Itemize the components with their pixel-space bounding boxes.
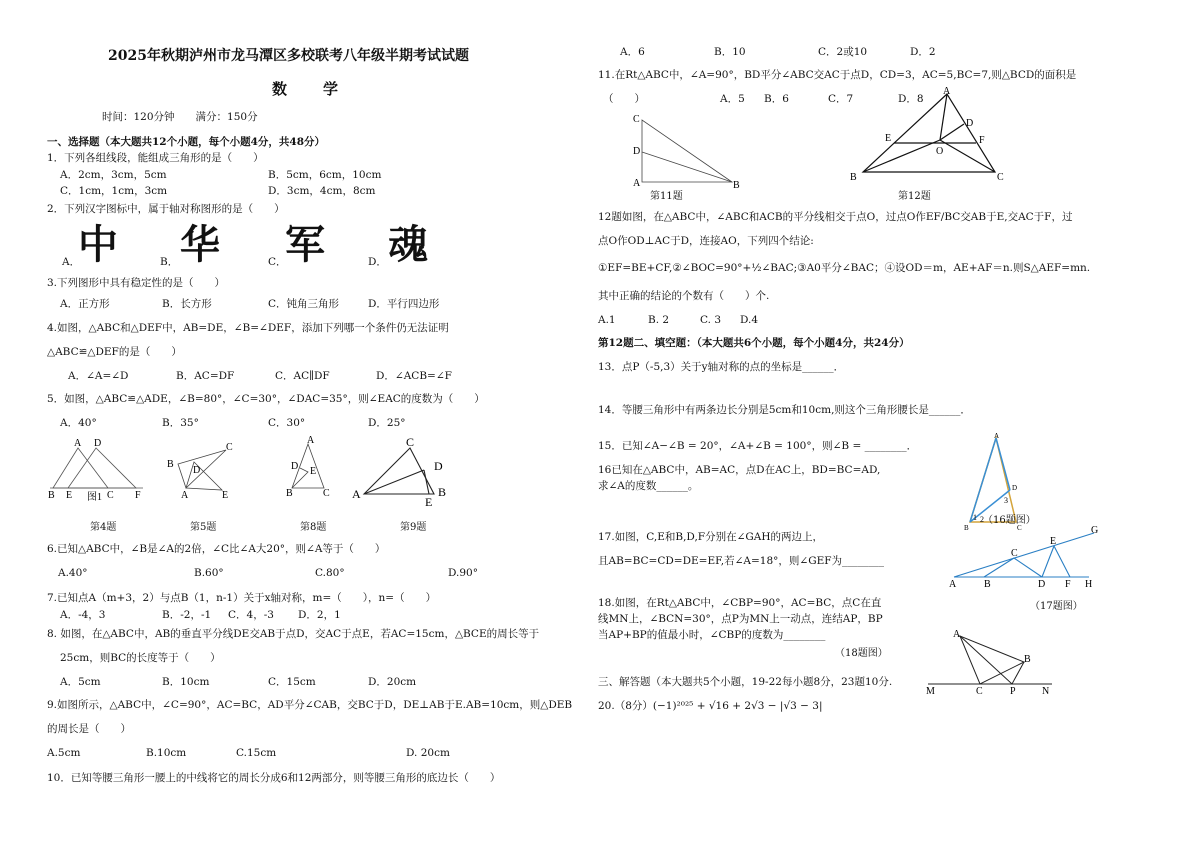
q7-option-b: B．-2，-1 [162, 609, 212, 621]
figure-9 [352, 436, 452, 508]
q12-option-a: A.1 [598, 314, 616, 326]
q2-option-b: B． [160, 256, 179, 268]
q16-line1: 16已知在△ABC中，AB=AC，点D在AC上，BD=BC=AD, [598, 464, 881, 476]
f11-label-D: D [633, 146, 641, 157]
q2-glyph-d: 魂 [388, 222, 428, 268]
q2-glyph-a: 中 [78, 222, 118, 268]
figure-8 [280, 435, 340, 504]
f9-label-E: E [425, 495, 433, 509]
q7-stem: 7.已知点A（m+3，2）与点B（1，n-1）关于x轴对称，m=（ ），n=（ ） [47, 592, 437, 604]
f18-label-B: B [1024, 654, 1031, 665]
f17-label-E: E [1050, 536, 1057, 547]
q1-option-b: B．5cm，6cm，10cm [268, 169, 382, 181]
f11-label-B: B [733, 180, 740, 191]
q2-stem: 2．下列汉字图标中，属于轴对称图形的是（ ） [47, 203, 285, 215]
f9-label-B: B [438, 485, 447, 499]
f4-label-C: C [107, 490, 114, 501]
q12-option-d: D.4 [740, 314, 759, 326]
q3-option-a: A．正方形 [60, 298, 110, 310]
section-1-heading: 一、选择题（本大题共12个小题，每个小题4分，共48分） [47, 136, 326, 148]
q4-option-d: D．∠ACB=∠F [376, 370, 452, 382]
f9-label-D: D [434, 459, 443, 473]
f17-label-A: A [949, 579, 957, 590]
q10-option-c: C．2或10 [818, 46, 868, 58]
section-3-heading: 三、解答题（本大题共5个小题，19-22每小题8分，23题10分. [598, 676, 893, 688]
q7-option-a: A．-4，3 [60, 609, 106, 621]
q15: 15．已知∠A−∠B = 20°，∠A+∠B = 100°，则∠B = ________． [598, 440, 918, 452]
q10-stem: 10．已知等腰三角形一腰上的中线将它的周长分成6和12两部分，则等腰三角形的底边长（ ） [47, 772, 501, 784]
q12-line2: 点O作OD⊥AC于D，连接AO，下列四个结论: [598, 235, 814, 247]
q18-line2: 线MN上，∠BCN=30°，点P为MN上一动点，连结AP，BP [598, 613, 883, 625]
f8-label-E: E [310, 466, 317, 477]
f16-label-2: 2 [980, 515, 984, 524]
paper-title: 2025年秋期泸州市龙马潭区多校联考八年级半期考试试题 [108, 48, 469, 64]
f5-label-D: D [193, 465, 201, 476]
q3-option-b: B．长方形 [162, 298, 212, 310]
f12-label-E: E [885, 133, 892, 144]
f16-label-1: 1 [973, 513, 977, 522]
q13: 13．点P（-5,3）关于y轴对称的点的坐标是______． [598, 361, 845, 373]
q6-option-a: A.40° [58, 567, 88, 579]
q3-option-c: C．钝角三角形 [268, 298, 340, 310]
exam-meta: 时间：120分钟 满分：150分 [102, 111, 258, 123]
q6-option-c: C.80° [315, 567, 345, 579]
q9-option-d: D. 20cm [406, 747, 450, 759]
f18-label-A: A [953, 629, 961, 640]
q12-option-b: B. 2 [648, 314, 670, 326]
q11-stem-line2: （ ） [603, 93, 645, 105]
f16-label-3: 3 [1004, 496, 1008, 505]
q2-glyph-b: 华 [180, 222, 220, 268]
q18-line1: 18.如图，在Rt△ABC中，∠CBP=90°，AC=BC，点C在直 [598, 597, 882, 609]
f4-label-A: A [74, 438, 82, 449]
f4-label-E: E [66, 490, 73, 501]
f17-label-B: B [984, 579, 991, 590]
q18-line3: 当AP+BP的值最小时，∠CBP的度数为________ [598, 629, 826, 641]
q2-glyph-c: 军 [285, 222, 325, 268]
f12-label-O: O [936, 146, 944, 157]
q12-line3: ①EF=BE+CF,②∠BOC=90°+½∠BAC;③A0平分∠BAC；④设OD＝m，AE+AF＝n.则S△AEF=mn. [598, 262, 1091, 274]
caption-fig18: （18题图） [835, 648, 888, 659]
q10-option-d: D．2 [910, 46, 936, 58]
q3-option-d: D．平行四边形 [368, 298, 440, 310]
section-2-heading: 第12题二、填空题：（本大题共6个小题，每个小题4分，共24分） [598, 337, 910, 349]
f12-label-D: D [966, 118, 974, 129]
figure-17 [944, 525, 1104, 595]
q17-line2: 且AB=BC=CD=DE=EF,若∠A=18°，则∠GEF为________ [598, 555, 885, 567]
q4-stem-line2: △ABC≌△DEF的是（ ） [47, 346, 182, 358]
caption-fig16: （16题图） [983, 515, 1036, 526]
f8-label-B: B [286, 488, 293, 499]
f17-label-G: G [1091, 525, 1099, 536]
q4-stem-line1: 4.如图，△ABC和△DEF中，AB=DE，∠B=∠DEF，添加下列哪一个条件仍无法证明 [47, 322, 449, 334]
q5-stem: 5．如图，△ABC≌△ADE，∠B=80°，∠C=30°，∠DAC=35°，则∠EAC的度数为（ ） [47, 393, 485, 405]
q7-option-c: C．4，-3 [228, 609, 274, 621]
q8-stem-line1: 8. 如图，在△ABC中，AB的垂直平分线DE交AB于点D，交AC于点E，若AC=15cm，△BCE的周长等于 [47, 628, 540, 640]
q9-option-a: A.5cm [47, 747, 81, 759]
f16-label-C: C [1017, 524, 1022, 532]
figure-12 [845, 84, 1015, 184]
figure-11 [630, 110, 750, 190]
q5-option-d: D．25° [368, 417, 406, 429]
f11-label-C: C [633, 114, 640, 125]
q5-option-a: A．40° [60, 417, 97, 429]
q7-option-d: D．2，1 [298, 609, 341, 621]
q12-option-c: C. 3 [700, 314, 722, 326]
q12-line4: 其中正确的结论的个数有（ ）个. [598, 290, 770, 302]
q4-option-a: A．∠A=∠D [68, 370, 129, 382]
f8-label-A: A [307, 435, 315, 446]
q6-option-d: D.90° [448, 567, 478, 579]
q1-option-d: D．3cm，4cm，8cm [268, 185, 376, 197]
f8-label-C: C [323, 488, 330, 499]
f12-label-F: F [979, 135, 985, 146]
q6-option-b: B.60° [194, 567, 224, 579]
caption-fig8: 第8题 [300, 522, 327, 533]
q11-option-d: D．8 [898, 93, 924, 105]
q8-stem-line2: 25cm，则BC的长度等于（ ） [60, 652, 221, 664]
caption-fig12: 第12题 [898, 191, 931, 202]
q9-option-b: B.10cm [146, 747, 187, 759]
f16-label-B: B [964, 524, 969, 532]
q9-stem-line1: 9.如图所示，△ABC中，∠C=90°，AC=BC，AD平分∠CAB，交BC于D，DE⊥AB于E.AB=10cm，则△DEB [47, 699, 573, 711]
caption-fig5: 第5题 [190, 522, 217, 533]
f11-label-A: A [633, 178, 641, 189]
f18-label-N: N [1042, 686, 1050, 697]
q6-stem: 6.已知△ABC中，∠B是∠A的2倍，∠C比∠A大20°，则∠A等于（ ） [47, 543, 386, 555]
f17-label-F: F [1065, 579, 1071, 590]
f18-label-P: P [1010, 686, 1016, 697]
q11-option-c: C．7 [828, 93, 854, 105]
q16-line2: 求∠A的度数______。 [598, 480, 699, 492]
q17-line1: 17.如图，C,E和B,D,F分别在∠GAH的两边上， [598, 531, 824, 543]
f18-label-C: C [976, 686, 983, 697]
q2-option-a: A． [62, 256, 81, 268]
q8-option-b: B．10cm [162, 676, 210, 688]
figure-4 [48, 440, 148, 502]
q1-option-c: C．1cm，1cm，3cm [60, 185, 168, 197]
q2-option-c: C． [268, 256, 287, 268]
caption-fig11: 第11题 [650, 191, 683, 202]
f12-label-B: B [850, 172, 857, 183]
caption-fig17: （17题图） [1030, 601, 1083, 612]
q4-option-c: C．AC∥DF [275, 370, 330, 382]
q8-option-c: C．15cm [268, 676, 316, 688]
q8-option-a: A．5cm [60, 676, 101, 688]
f17-label-H: H [1085, 579, 1093, 590]
q3-stem: 3.下列图形中具有稳定性的是（ ） [47, 277, 226, 289]
q11-stem-line1: 11.在Rt△ABC中，∠A=90°，BD平分∠ABC交AC于点D，CD=3，AC=5,BC=7,则△BCD的面积是 [598, 69, 1077, 81]
q1-stem: 1．下列各组线段，能组成三角形的是（ ） [47, 152, 264, 164]
f12-label-A: A [943, 86, 951, 97]
q8-option-d: D．20cm [368, 676, 417, 688]
q12-line1: 12题如图，在△ABC中，∠ABC和ACB的平分线相交于点O，过点O作EF/BC交AB于E,交AC于F，过 [598, 211, 1073, 223]
q10-option-b: B．10 [714, 46, 746, 58]
f16-label-A: A [994, 432, 1000, 440]
f9-label-C: C [406, 435, 415, 449]
q11-option-a: A．5 [720, 93, 745, 105]
f18-label-M: M [926, 686, 935, 697]
f8-label-D: D [291, 461, 299, 472]
q20: 20.（8分）(−1)²⁰²⁵ + √16 + 2√3 − |√3 − 3| [598, 700, 823, 712]
f4-label-F: F [135, 490, 141, 501]
subject-title: 数 学 [272, 80, 341, 98]
q4-option-b: B．AC=DF [176, 370, 235, 382]
f5-label-B: B [167, 459, 174, 470]
f5-label-E: E [222, 490, 229, 501]
f5-label-C: C [226, 442, 233, 453]
q2-option-d: D． [368, 256, 387, 268]
caption-fig4: 第4题 [90, 522, 117, 533]
q14: 14．等腰三角形中有两条边长分别是5cm和10cm,则这个三角形腰长是______． [598, 404, 971, 416]
q5-option-b: B．35° [162, 417, 199, 429]
f4-label-B: B [48, 490, 55, 501]
q9-stem-line2: 的周长是（ ） [47, 723, 131, 735]
caption-fig9: 第9题 [400, 522, 427, 533]
figure-5 [162, 440, 242, 502]
f17-label-C: C [1011, 548, 1018, 559]
q11-option-b: B．6 [764, 93, 789, 105]
q1-option-a: A．2cm，3cm，5cm [60, 169, 167, 181]
q5-option-c: C．30° [268, 417, 306, 429]
f16-label-D: D [1012, 484, 1018, 492]
f5-label-A: A [181, 490, 189, 501]
f4-label-D: D [94, 438, 102, 449]
figure-18 [920, 628, 1060, 700]
f17-label-D: D [1038, 579, 1046, 590]
f4-inner-caption: 图1 [87, 492, 102, 503]
q10-option-a: A．6 [620, 46, 645, 58]
q9-option-c: C.15cm [236, 747, 277, 759]
f9-label-A: A [352, 487, 361, 501]
f12-label-C: C [997, 172, 1004, 183]
